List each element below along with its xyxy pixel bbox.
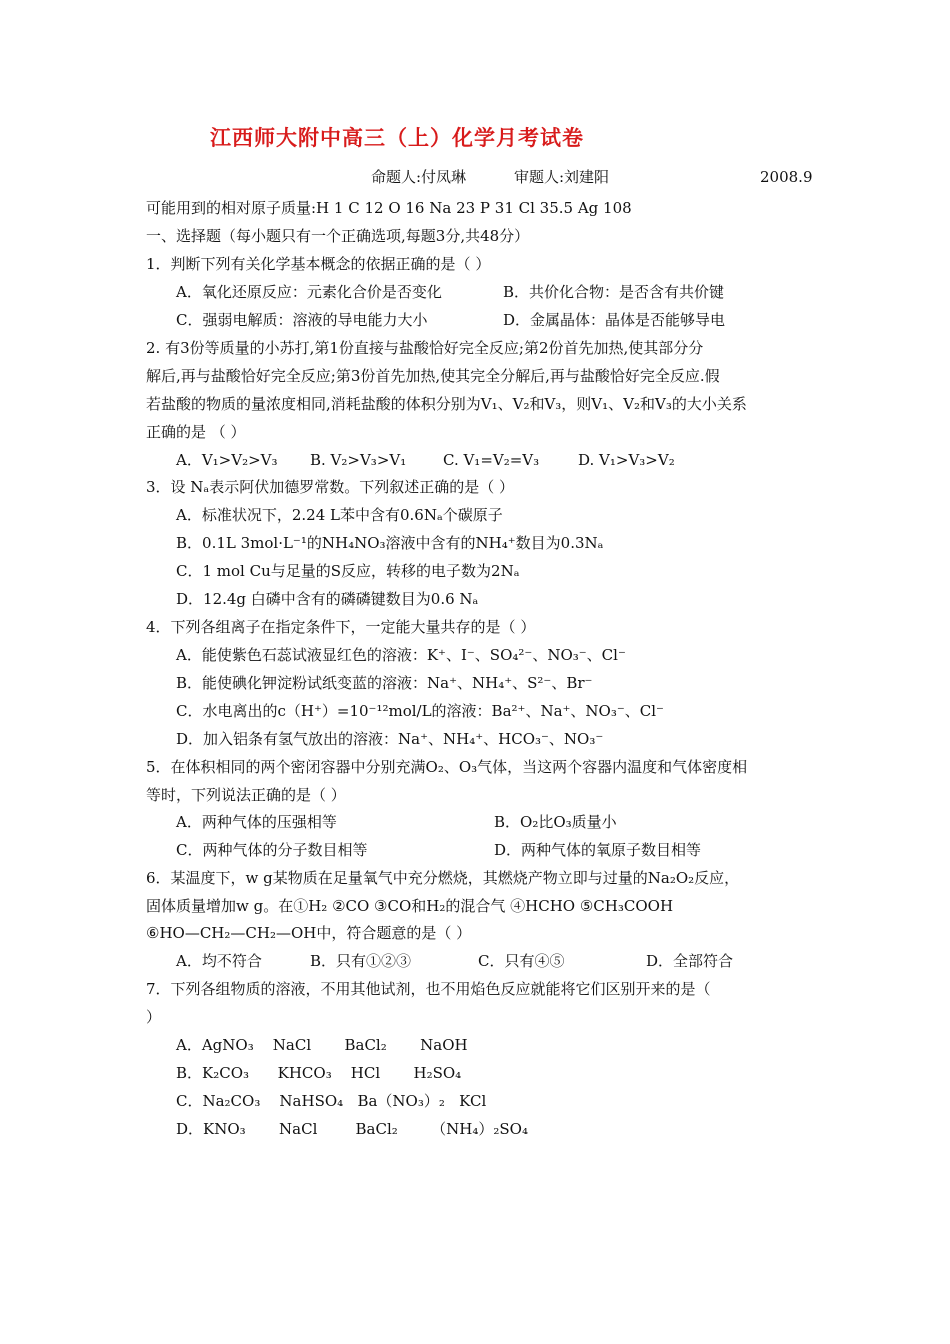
question-4-stem: 4．下列各组离子在指定条件下，一定能大量共存的是（ ）: [146, 618, 536, 636]
exam-title: 江西师大附中高三（上）化学月考试卷: [210, 125, 584, 150]
question-5-option-b: B．O₂比O₃质量小: [494, 813, 617, 831]
question-2-option-a: A．V₁>V₂>V₃: [176, 451, 278, 469]
question-6-option-d: D．全部符合: [646, 952, 734, 970]
question-1-stem: 1．判断下列有关化学基本概念的依据正确的是（ ）: [146, 255, 491, 273]
setter-label: 命题人:付凤琳: [371, 168, 467, 186]
question-2-stem: 若盐酸的物质的量浓度相同,消耗盐酸的体积分别为V₁、V₂和V₃，则V₁、V₂和V₃的大小关系: [146, 395, 747, 413]
question-6-option-c: C．只有④⑤: [478, 952, 565, 970]
question-2-option-b: B. V₂>V₃>V₁: [310, 451, 407, 469]
reviewer-label: 审题人:刘建阳: [514, 168, 610, 186]
question-1-option-b: B．共价化合物：是否含有共价键: [503, 283, 725, 301]
question-3-option-b: B．0.1L 3mol·L⁻¹的NH₄NO₃溶液中含有的NH₄⁺数目为0.3Nₐ: [176, 534, 604, 552]
question-2-stem: 解后,再与盐酸恰好完全反应;第3份首先加热,使其完全分解后,再与盐酸恰好完全反应.假: [146, 367, 720, 385]
question-5-option-d: D．两种气体的氧原子数目相等: [494, 841, 702, 859]
question-2-stem: 2. 有3份等质量的小苏打,第1份直接与盐酸恰好完全反应;第2份首先加热,使其部分分: [146, 339, 704, 357]
exam-date: 2008.9: [760, 168, 813, 186]
section-title: 一、选择题（每小题只有一个正确选项,每题3分,共48分）: [146, 227, 530, 245]
question-7-stem: ）: [146, 1008, 162, 1026]
question-5-option-c: C．两种气体的分子数目相等: [176, 841, 368, 859]
question-6-stem: 6．某温度下，w g某物质在足量氧气中充分燃烧，其燃烧产物立即与过量的Na₂O₂反应，: [146, 869, 740, 887]
question-5-option-a: A．两种气体的压强相等: [176, 813, 337, 831]
question-2-option-c: C. V₁=V₂=V₃: [443, 451, 540, 469]
question-1-option-c: C．强弱电解质：溶液的导电能力大小: [176, 311, 428, 329]
question-4-option-c: C．水电离出的c（H⁺）=10⁻¹²mol/L的溶液：Ba²⁺、Na⁺、NO₃⁻、Cl⁻: [176, 702, 664, 720]
question-6-stem: ⑥HO—CH₂—CH₂—OH中，符合题意的是（ ）: [146, 924, 472, 942]
question-4-option-d: D．加入铝条有氢气放出的溶液：Na⁺、NH₄⁺、HCO₃⁻、NO₃⁻: [176, 730, 604, 748]
question-6-option-a: A．均不符合: [176, 952, 262, 970]
question-4-option-b: B．能使碘化钾淀粉试纸变蓝的溶液：Na⁺、NH₄⁺、S²⁻、Br⁻: [176, 674, 593, 692]
question-1-option-d: D．金属晶体：晶体是否能够导电: [503, 311, 726, 329]
question-3-option-a: A．标准状况下，2.24 L苯中含有0.6Nₐ个碳原子: [176, 506, 503, 524]
question-3-option-c: C．1 mol Cu与足量的S反应，转移的电子数为2Nₐ: [176, 562, 520, 580]
question-1-option-a: A．氧化还原反应：元素化合价是否变化: [176, 283, 442, 301]
question-7-option-d: D．KNO₃ NaCl BaCl₂ （NH₄）₂SO₄: [176, 1120, 528, 1138]
question-3-stem: 3．设 Nₐ表示阿伏加德罗常数。下列叙述正确的是（ ）: [146, 478, 514, 496]
question-6-stem: 固体质量增加w g。在①H₂ ②CO ③CO和H₂的混合气 ④HCHO ⑤CH₃COOH: [146, 897, 674, 915]
question-6-option-b: B．只有①②③: [310, 952, 412, 970]
question-2-stem: 正确的是 （ ）: [146, 423, 246, 441]
question-4-option-a: A．能使紫色石蕊试液显红色的溶液：K⁺、I⁻、SO₄²⁻、NO₃⁻、Cl⁻: [176, 646, 626, 664]
question-5-stem: 5．在体积相同的两个密闭容器中分别充满O₂、O₃气体，当这两个容器内温度和气体密度相: [146, 758, 748, 776]
question-5-stem: 等时，下列说法正确的是（ ）: [146, 786, 346, 804]
question-7-option-b: B．K₂CO₃ KHCO₃ HCl H₂SO₄: [176, 1064, 462, 1082]
question-3-option-d: D．12.4g 白磷中含有的磷磷键数目为0.6 Nₐ: [176, 590, 479, 608]
question-7-option-c: C．Na₂CO₃ NaHSO₄ Ba（NO₃）₂ KCl: [176, 1092, 487, 1110]
atomic-masses-line: 可能用到的相对原子质量:H 1 C 12 O 16 Na 23 P 31 Cl 35.5 Ag 108: [146, 199, 632, 217]
question-7-stem: 7．下列各组物质的溶液，不用其他试剂，也不用焰色反应就能将它们区别开来的是（: [146, 980, 711, 998]
question-2-option-d: D. V₁>V₃>V₂: [578, 451, 675, 469]
question-7-option-a: A．AgNO₃ NaCl BaCl₂ NaOH: [176, 1036, 468, 1054]
